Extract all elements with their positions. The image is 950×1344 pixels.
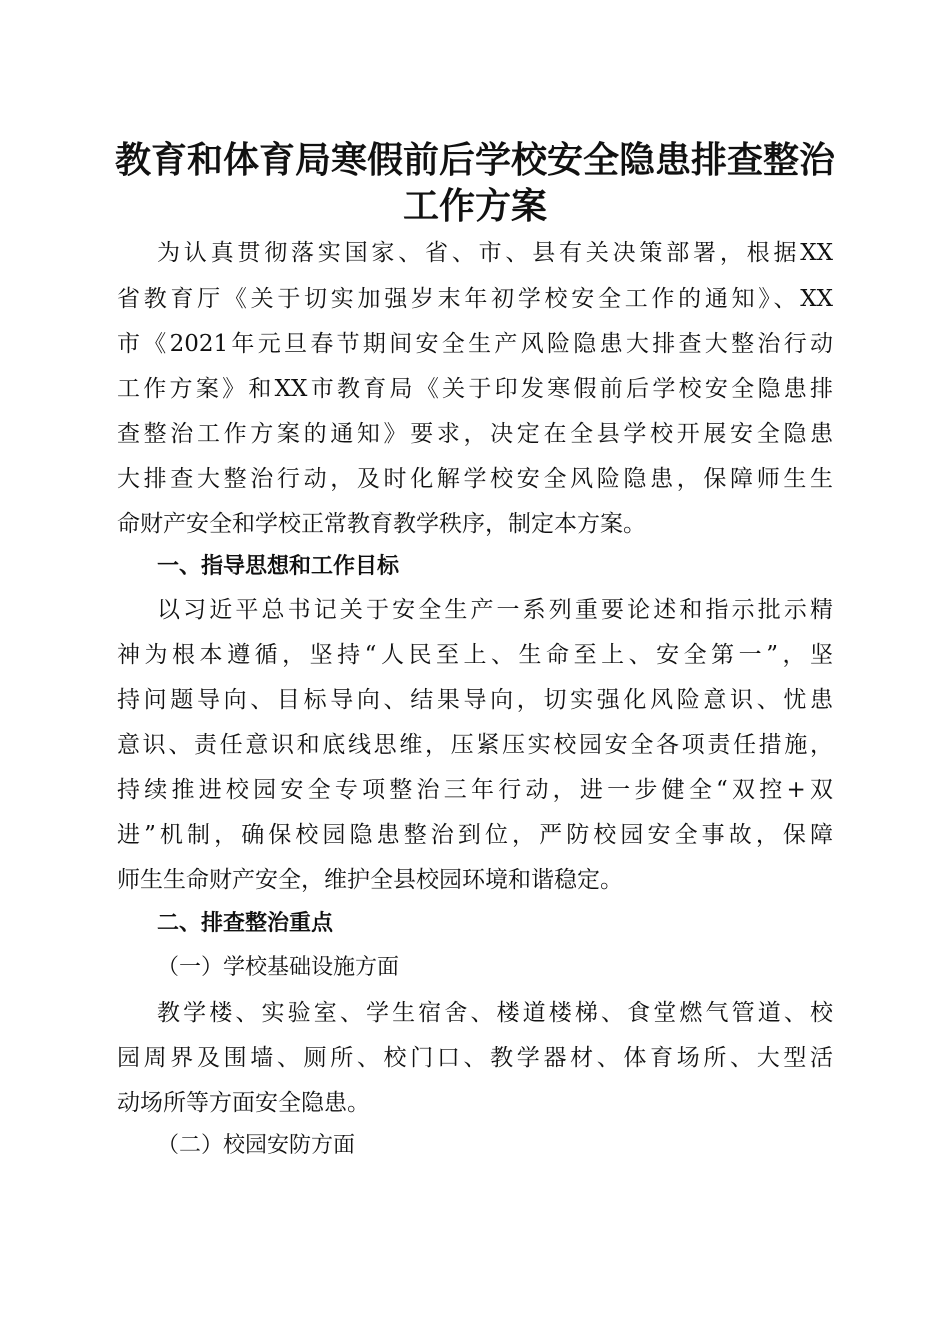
subsection-1-line-2: 园周界及围墙、厕所、校门口、教学器材、体育场所、大型活 xyxy=(117,1045,833,1071)
intro-line-3: 市《2021年元旦春节期间安全生产风险隐患大排查大整治行动 xyxy=(117,331,833,357)
subsection-1-line-1: 教学楼、实验室、学生宿舍、楼道楼梯、食堂燃气管道、校 xyxy=(157,1000,833,1026)
intro-line-6: 大排查大整治行动，及时化解学校安全风险隐患，保障师生生 xyxy=(117,466,833,492)
section-1-line-6: 进”机制，确保校园隐患整治到位，严防校园安全事故，保障 xyxy=(117,822,833,848)
intro-line-4: 工作方案》和XX市教育局《关于印发寒假前后学校安全隐患排 xyxy=(117,376,833,402)
section-1-heading: 一、指导思想和工作目标 xyxy=(157,554,400,579)
section-2-heading: 二、排查整治重点 xyxy=(157,911,334,936)
intro-line-7: 命财产安全和学校正常教育教学秩序，制定本方案。 xyxy=(117,511,646,537)
document-title-line-1: 教育和体育局寒假前后学校安全隐患排查整治 xyxy=(114,139,835,181)
intro-line-1: 为认真贯彻落实国家、省、市、县有关决策部署，根据XX xyxy=(157,240,833,266)
subsection-2-heading: （二）校园安防方面 xyxy=(157,1133,356,1158)
intro-line-5: 查整治工作方案的通知》要求，决定在全县学校开展安全隐患 xyxy=(117,421,833,447)
intro-line-2: 省教育厅《关于切实加强岁末年初学校安全工作的通知》、XX xyxy=(117,286,833,312)
section-1-line-7: 师生生命财产安全，维护全县校园环境和谐稳定。 xyxy=(117,867,623,893)
section-1-line-3: 持问题导向、目标导向、结果导向，切实强化风险意识、忧患 xyxy=(117,687,833,713)
section-1-line-5: 持续推进校园安全专项整治三年行动，进一步健全“双控+双 xyxy=(117,777,833,803)
subsection-1-heading: （一）学校基础设施方面 xyxy=(157,955,400,980)
section-1-line-2: 神为根本遵循，坚持“人民至上、生命至上、安全第一”，坚 xyxy=(117,642,833,668)
section-1-line-1: 以习近平总书记关于安全生产一系列重要论述和指示批示精 xyxy=(157,597,833,623)
section-1-line-4: 意识、责任意识和底线思维，压紧压实校园安全各项责任措施， xyxy=(117,732,833,758)
subsection-1-line-3: 动场所等方面安全隐患。 xyxy=(117,1090,370,1116)
document-title-line-2: 工作方案 xyxy=(402,185,547,227)
